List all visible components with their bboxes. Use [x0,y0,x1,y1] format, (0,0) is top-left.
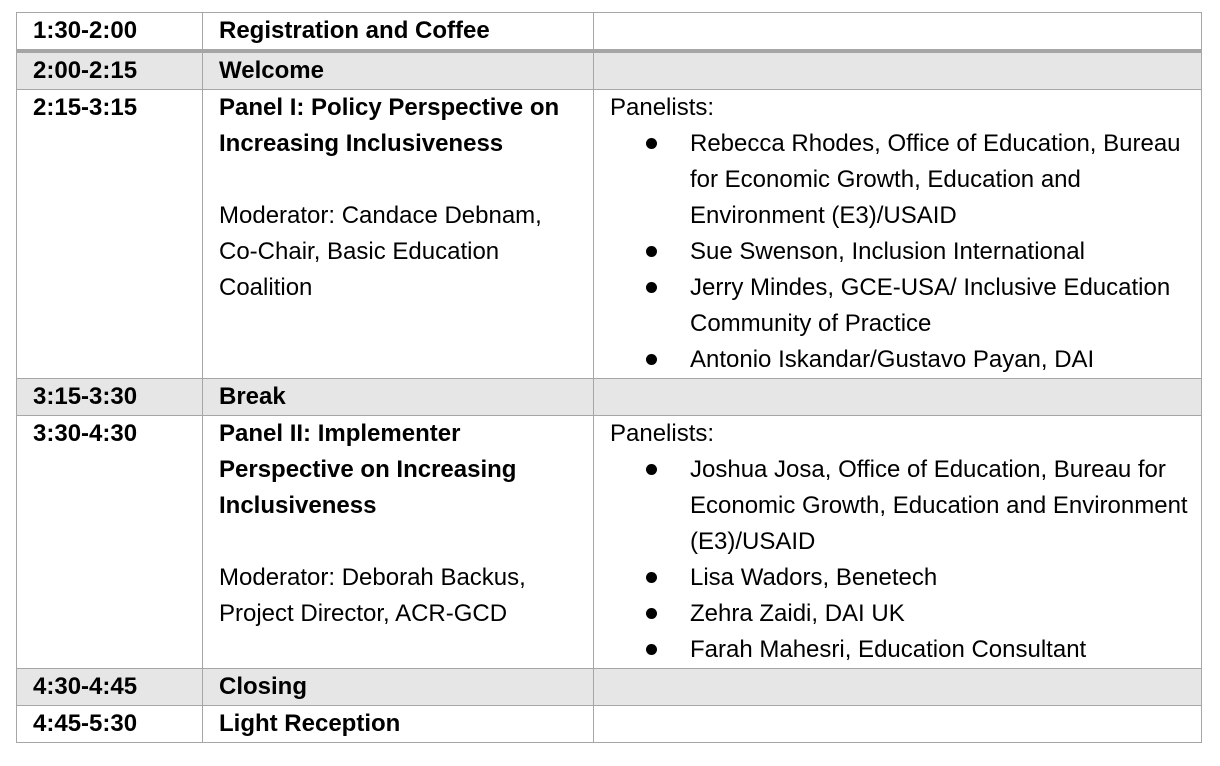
session-title: Closing [219,673,307,700]
bullet-icon [644,632,658,668]
panelist-text: Sue Swenson, Inclusion International [690,238,1085,265]
panelist-item [673,560,1191,596]
session-title: Registration and Coffee [219,17,490,44]
panelist-item [673,452,1191,560]
session-time: 2:00-2:15 [33,57,138,84]
time-cell [17,669,203,706]
session-moderator: Moderator: Candace Debnam, Co-Chair, Basic Education Coalition [219,202,542,301]
panelist-text: Zehra Zaidi, DAI UK [690,600,905,627]
session-time: 2:15-3:15 [33,94,138,121]
bullet-icon [644,560,658,596]
panelist-item [673,126,1191,234]
title-cell [203,13,594,52]
time-cell [17,379,203,416]
bullet-icon [644,270,658,306]
agenda-row-registration [17,13,1202,52]
title-cell [203,379,594,416]
bullet-icon [644,342,658,378]
agenda-row-panel-2 [17,416,1202,669]
session-time: 1:30-2:00 [33,17,138,44]
panelists-list [610,126,1191,378]
details-cell [594,379,1202,416]
panelist-item [673,234,1191,270]
panelist-text: Rebecca Rhodes, Office of Education, Bureau for Economic Growth, Education and Environment (E3)/USAID [690,130,1181,229]
session-title: Welcome [219,57,324,84]
details-cell [594,51,1202,90]
panelist-text: Antonio Iskandar/Gustavo Payan, DAI [690,346,1095,373]
time-cell [17,90,203,379]
session-title: Light Reception [219,710,401,737]
agenda-table [16,12,1202,743]
details-cell [594,416,1202,669]
title-cell [203,416,594,669]
details-cell [594,90,1202,379]
session-time: 4:45-5:30 [33,710,138,737]
title-cell [203,51,594,90]
panelists-label: Panelists: [610,420,715,447]
panelist-text: Farah Mahesri, Education Consultant [690,636,1087,663]
bullet-icon [644,596,658,632]
bullet-icon [644,452,658,488]
panelists-list [610,452,1191,668]
bullet-icon [644,126,658,162]
time-cell [17,706,203,743]
panelist-item [673,270,1191,342]
panelist-text: Joshua Josa, Office of Education, Bureau for Economic Growth, Education and Environment (E3)/USAID [690,456,1188,555]
agenda-row-panel-1 [17,90,1202,379]
title-cell [203,706,594,743]
session-time: 3:15-3:30 [33,383,138,410]
session-time: 3:30-4:30 [33,420,138,447]
details-cell [594,706,1202,743]
session-time: 4:30-4:45 [33,673,138,700]
bullet-icon [644,234,658,270]
time-cell [17,416,203,669]
title-cell [203,90,594,379]
agenda-row-closing [17,669,1202,706]
agenda-row-break [17,379,1202,416]
panelist-text: Jerry Mindes, GCE-USA/ Inclusive Education Community of Practice [690,274,1171,337]
agenda-row-reception [17,706,1202,743]
panelist-item [673,342,1191,378]
session-title: Panel II: Implementer Perspective on Increasing Inclusiveness [219,420,517,519]
panelist-item [673,632,1191,668]
details-cell [594,13,1202,52]
session-moderator: Moderator: Deborah Backus, Project Director, ACR-GCD [219,564,526,627]
time-cell [17,51,203,90]
details-cell [594,669,1202,706]
title-cell [203,669,594,706]
session-title: Panel I: Policy Perspective on Increasing Inclusiveness [219,94,560,157]
panelist-item [673,596,1191,632]
agenda-row-welcome [17,51,1202,90]
session-title: Break [219,383,286,410]
panelist-text: Lisa Wadors, Benetech [690,564,938,591]
panelists-label: Panelists: [610,94,715,121]
time-cell [17,13,203,52]
